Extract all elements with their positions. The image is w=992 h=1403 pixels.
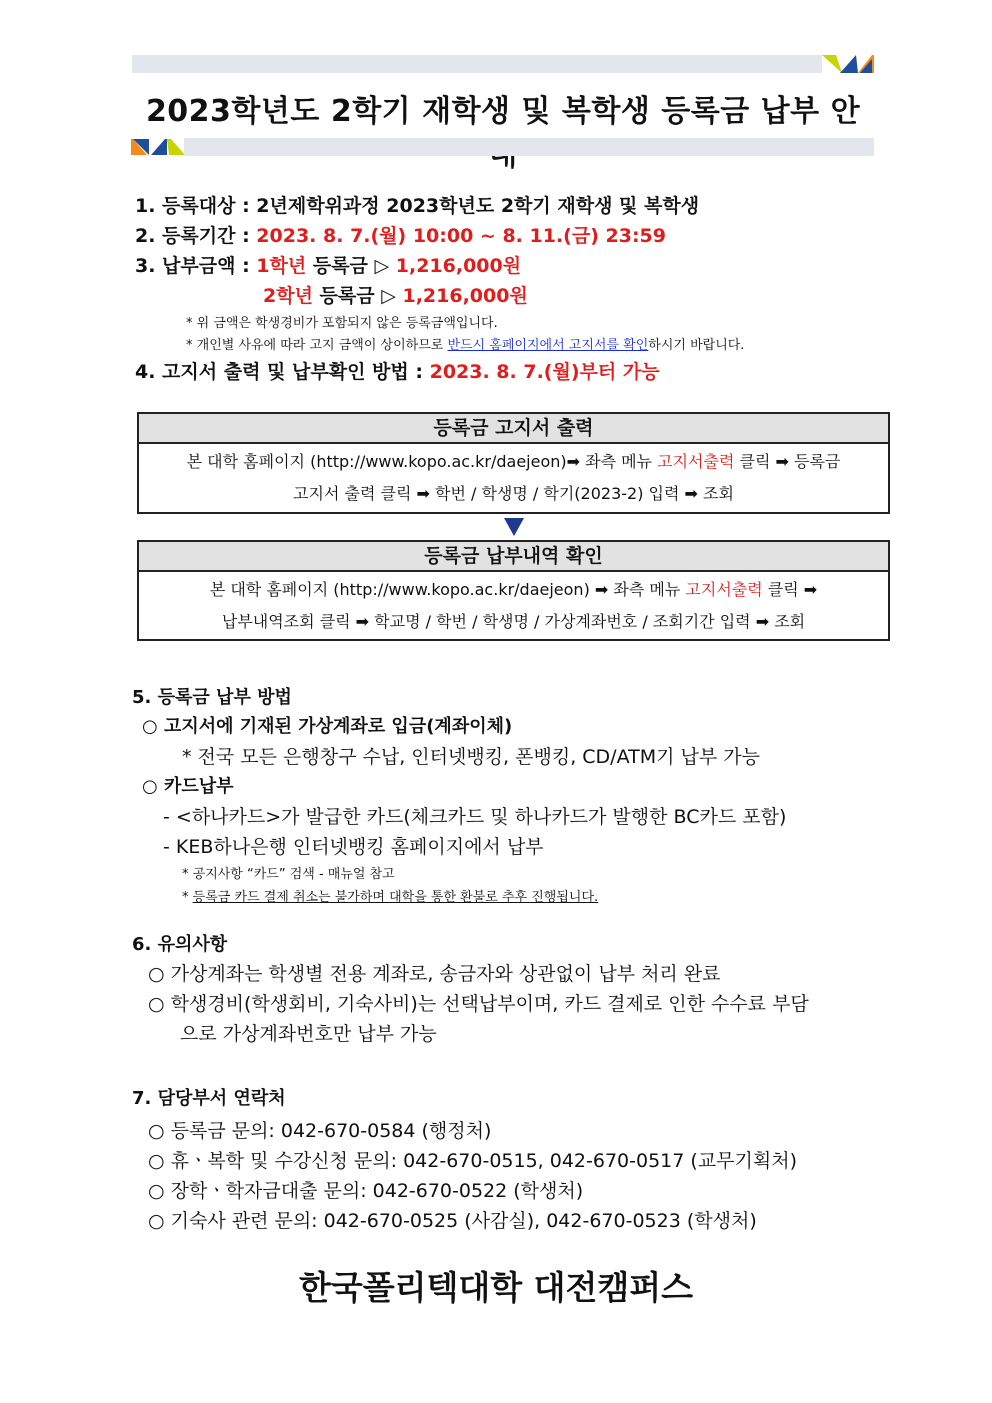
item-3-amount-2: 1,216,000원 [402,285,528,307]
top-corner-decor-icon [822,53,876,75]
contact-scholarship: ○ 장학ㆍ학자금대출 문의: 042-670-0522 (학생처) [148,1180,584,1202]
amount-note-2 [186,334,744,353]
amount-note-1: * 위 금액은 학생경비가 포함되지 않은 등록금액입니다. [186,316,498,331]
section-5-virtual-account-note: * 전국 모든 은행창구 수납, 인터넷뱅킹, 폰뱅킹, CD/ATM기 납부 가능 [182,746,760,768]
section-7-heading: 7. 담당부서 연락처 [132,1088,286,1109]
invoice-print-line-2: 고지서 출력 클릭 ➡ 학번 / 학생명 / 학기(2023-2) 입력 ➡ 조회 [293,484,734,503]
item-3-text-2: 등록금 ▷ [312,285,403,307]
contact-tuition: ○ 등록금 문의: 042-670-0584 (행정처) [148,1120,492,1142]
item-3-year-2: 2학년 [263,285,313,307]
payment-history-box-body [139,572,888,638]
page-title: 2023학년도 2학기 재학생 및 복학생 등록금 납부 안 [145,94,861,129]
bottom-corner-decor-icon [131,137,185,157]
section-6-line-1: ○ 가상계좌는 학생별 전용 계좌로, 송금자와 상관없이 납부 처리 완료 [148,963,721,985]
invoice-print-box [137,412,890,514]
payment-history-line-1-post: 클릭 ➡ [762,580,818,599]
item-3 [135,251,521,278]
section-6-line-3: 으로 가상계좌번호만 납부 가능 [180,1023,437,1045]
section-5-card-line-2: - KEB하나은행 인터넷뱅킹 홈페이지에서 납부 [163,836,544,858]
payment-history-menu-label: 고지서출력 [685,580,763,599]
title-underline-bar [184,138,874,156]
section-5-card-note-2 [182,886,598,905]
amount-note-2-post: 하시기 바랍니다. [648,338,745,353]
item-3-label: 3. 납부금액 : [135,255,257,277]
payment-history-line-1 [139,574,888,606]
contact-academic-affairs: ○ 휴ㆍ복학 및 수강신청 문의: 042-670-0515, 042-670-0517 (교무기획처) [148,1150,797,1172]
section-5-card-note-2-text: 등록금 카드 결제 취소는 불가하며 대학을 통한 환불로 추후 진행됩니다. [192,890,599,905]
down-arrow-icon [502,516,526,538]
payment-history-box-title: 등록금 납부내역 확인 [139,542,888,572]
payment-history-line-1-pre: 본 대학 홈페이지 (http://www.kopo.ac.kr/daejeon) ➡ 좌측 메뉴 [209,580,686,599]
invoice-print-box-title: 등록금 고지서 출력 [139,414,888,444]
invoice-print-box-body [139,444,888,510]
item-4 [135,357,660,384]
item-2-value: 2023. 8. 7.(월) 10:00 ~ 8. 11.(금) 23:59 [256,225,666,247]
contact-dormitory: ○ 기숙사 관련 문의: 042-670-0525 (사감실), 042-670-0523 (학생처) [148,1210,757,1232]
section-5-card-line-1: - <하나카드>가 발급한 카드(체크카드 및 하나카드가 발행한 BC카드 포함) [163,806,787,828]
invoice-print-menu-label: 고지서출력 [657,452,735,471]
payment-history-line-2: 납부내역조회 클릭 ➡ 학교명 / 학번 / 학생명 / 가상계좌번호 / 조회기간 입력 ➡ 조회 [221,612,806,631]
section-5-card-note-2-star: * [182,890,193,905]
section-5-card: ○ 카드납부 [142,776,234,797]
section-5-heading: 5. 등록금 납부 방법 [132,687,292,708]
item-2 [135,221,666,248]
item-2-label: 2. 등록기간 : [135,225,257,247]
item-3-year-1: 1학년 [256,255,307,277]
invoice-print-line-1-post: 클릭 ➡ 등록금 [734,452,841,471]
payment-history-box [137,540,890,641]
item-1 [135,191,699,218]
invoice-print-line-1 [139,446,888,478]
item-3-amount-1: 1,216,000원 [395,255,522,277]
section-6-heading: 6. 유의사항 [132,934,228,955]
item-4-label: 4. 고지서 출력 및 납부확인 방법 : [135,361,430,383]
top-decor-bar [132,55,822,73]
amount-note-2-pre: * 개인별 사유에 따라 고지 금액이 상이하므로 [186,338,448,353]
section-6-line-2: ○ 학생경비(학생회비, 기숙사비)는 선택납부이며, 카드 결제로 인한 수수료 부담 [148,993,809,1015]
item-1-value: 2년제학위과정 2023학년도 2학기 재학생 및 복학생 [256,195,700,217]
section-5-virtual-account: ○ 고지서에 기재된 가상계좌로 입금(계좌이체) [142,716,513,737]
item-3-row-2 [263,281,528,308]
item-1-label: 1. 등록대상 : [135,195,257,217]
item-4-value: 2023. 8. 7.(월)부터 가능 [429,361,660,383]
item-3-text-1: 등록금 ▷ [306,255,396,277]
amount-note-2-link: 반드시 홈페이지에서 고지서를 확인 [447,338,649,353]
section-5-card-note-1: * 공지사항 “카드” 검색 - 매뉴얼 참고 [182,867,395,882]
institution-name: 한국폴리텍대학 대전캠퍼스 [298,1268,694,1307]
invoice-print-line-1-pre: 본 대학 홈페이지 (http://www.kopo.ac.kr/daejeon)➡ 좌측 메뉴 [186,452,658,471]
